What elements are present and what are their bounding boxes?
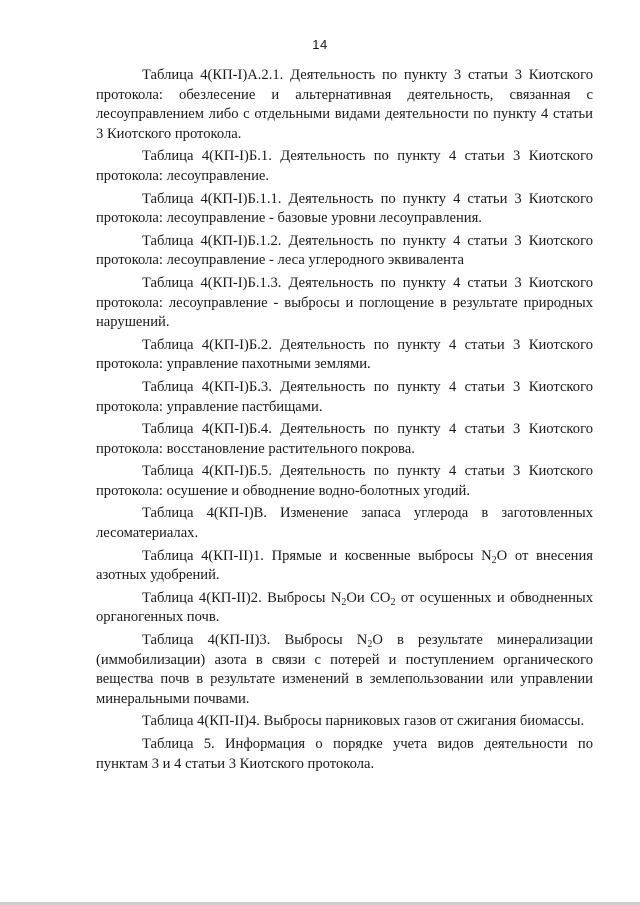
list-item: Таблица 5. Информация о порядке учета видов деятельности по пунктам 3 и 4 статьи 3 Киотского протокола. [96,736,593,772]
paragraph-text: O в результате минерализации (иммобилизации) азота в связи с потерей и поступлением органического вещества почв в результате изменений в землепользовании или управлении минеральными почвами. [96,632,593,707]
list-item: Таблица 4(КП-I)Б.3. Деятельность по пункту 4 статьи 3 Киотского протокола: управление пастбищами. [96,378,593,415]
list-item: Таблица 4(КП-I)Б.4. Деятельность по пункту 4 статьи 3 Киотского протокола: восстановление растительного покрова. [96,421,593,457]
paragraph-text: Таблица 4(КП-II)1. Прямые и косвенные выбросы N [142,547,492,564]
paragraph-text: Oи CO [346,589,391,606]
list-item: Таблица 4(КП-I)Б.1. Деятельность по пункту 4 статьи 3 Киотского протокола: лесоуправление. [96,148,593,184]
subscript: 2 [390,596,396,608]
list-item-mineralization [96,631,593,709]
list-item: Таблица 4(КП-I)А.2.1. Деятельность по пункту 3 статьи 3 Киотского протокола: обезлесение и альтернативная деятельность, связанная с лесоуправлением либо с отдельными видами деятельности по пункту 4 статьи 3 Киотского протокола. [96,67,593,142]
list-item: Таблица 4(КП-I)Б.1.1. Деятельность по пункту 4 статьи 3 Киотского протокола: лесоуправление - базовые уровни лесоуправления. [96,190,593,227]
subscript: 2 [341,596,347,608]
list-item: Таблица 4(КП-I)Б.5. Деятельность по пункту 4 статьи 3 Киотского протокола: осушение и обводнение водно-болотных угодий. [96,463,593,499]
page-number: 14 [312,37,328,52]
list-item-organic-soils [96,589,593,628]
paragraph-text: Таблица 4(КП-II)2. Выбросы N [142,589,342,606]
list-item: Таблица 4(КП-I)Б.1.2. Деятельность по пункту 4 статьи 3 Киотского протокола: лесоуправление - леса углеродного эквивалента [96,232,593,269]
list-item-n2o-fertilizer [96,547,593,586]
list-item: Таблица 4(КП-I)Б.2. Деятельность по пункту 4 статьи 3 Киотского протокола: управление пахотными землями. [96,336,593,373]
list-item: Таблица 4(КП-II)4. Выбросы парниковых газов от сжигания биомассы. [142,713,585,730]
paragraph-text: Таблица 4(КП-II)3. Выбросы N [142,632,368,649]
list-item: Таблица 4(КП-I)В. Изменение запаса углерода в заготовленных лесоматериалах. [96,505,593,542]
list-item: Таблица 4(КП-I)Б.1.3. Деятельность по пункту 4 статьи 3 Киотского протокола: лесоуправление - выбросы и поглощение в результате природных нарушений. [96,274,593,331]
paragraph-text: от осушенных и обводненных органогенных почв. [96,589,593,626]
subscript: 2 [367,639,373,651]
paragraph-text: O от внесения азотных удобрений. [96,547,594,584]
subscript: 2 [491,554,497,566]
table-list [96,66,593,777]
